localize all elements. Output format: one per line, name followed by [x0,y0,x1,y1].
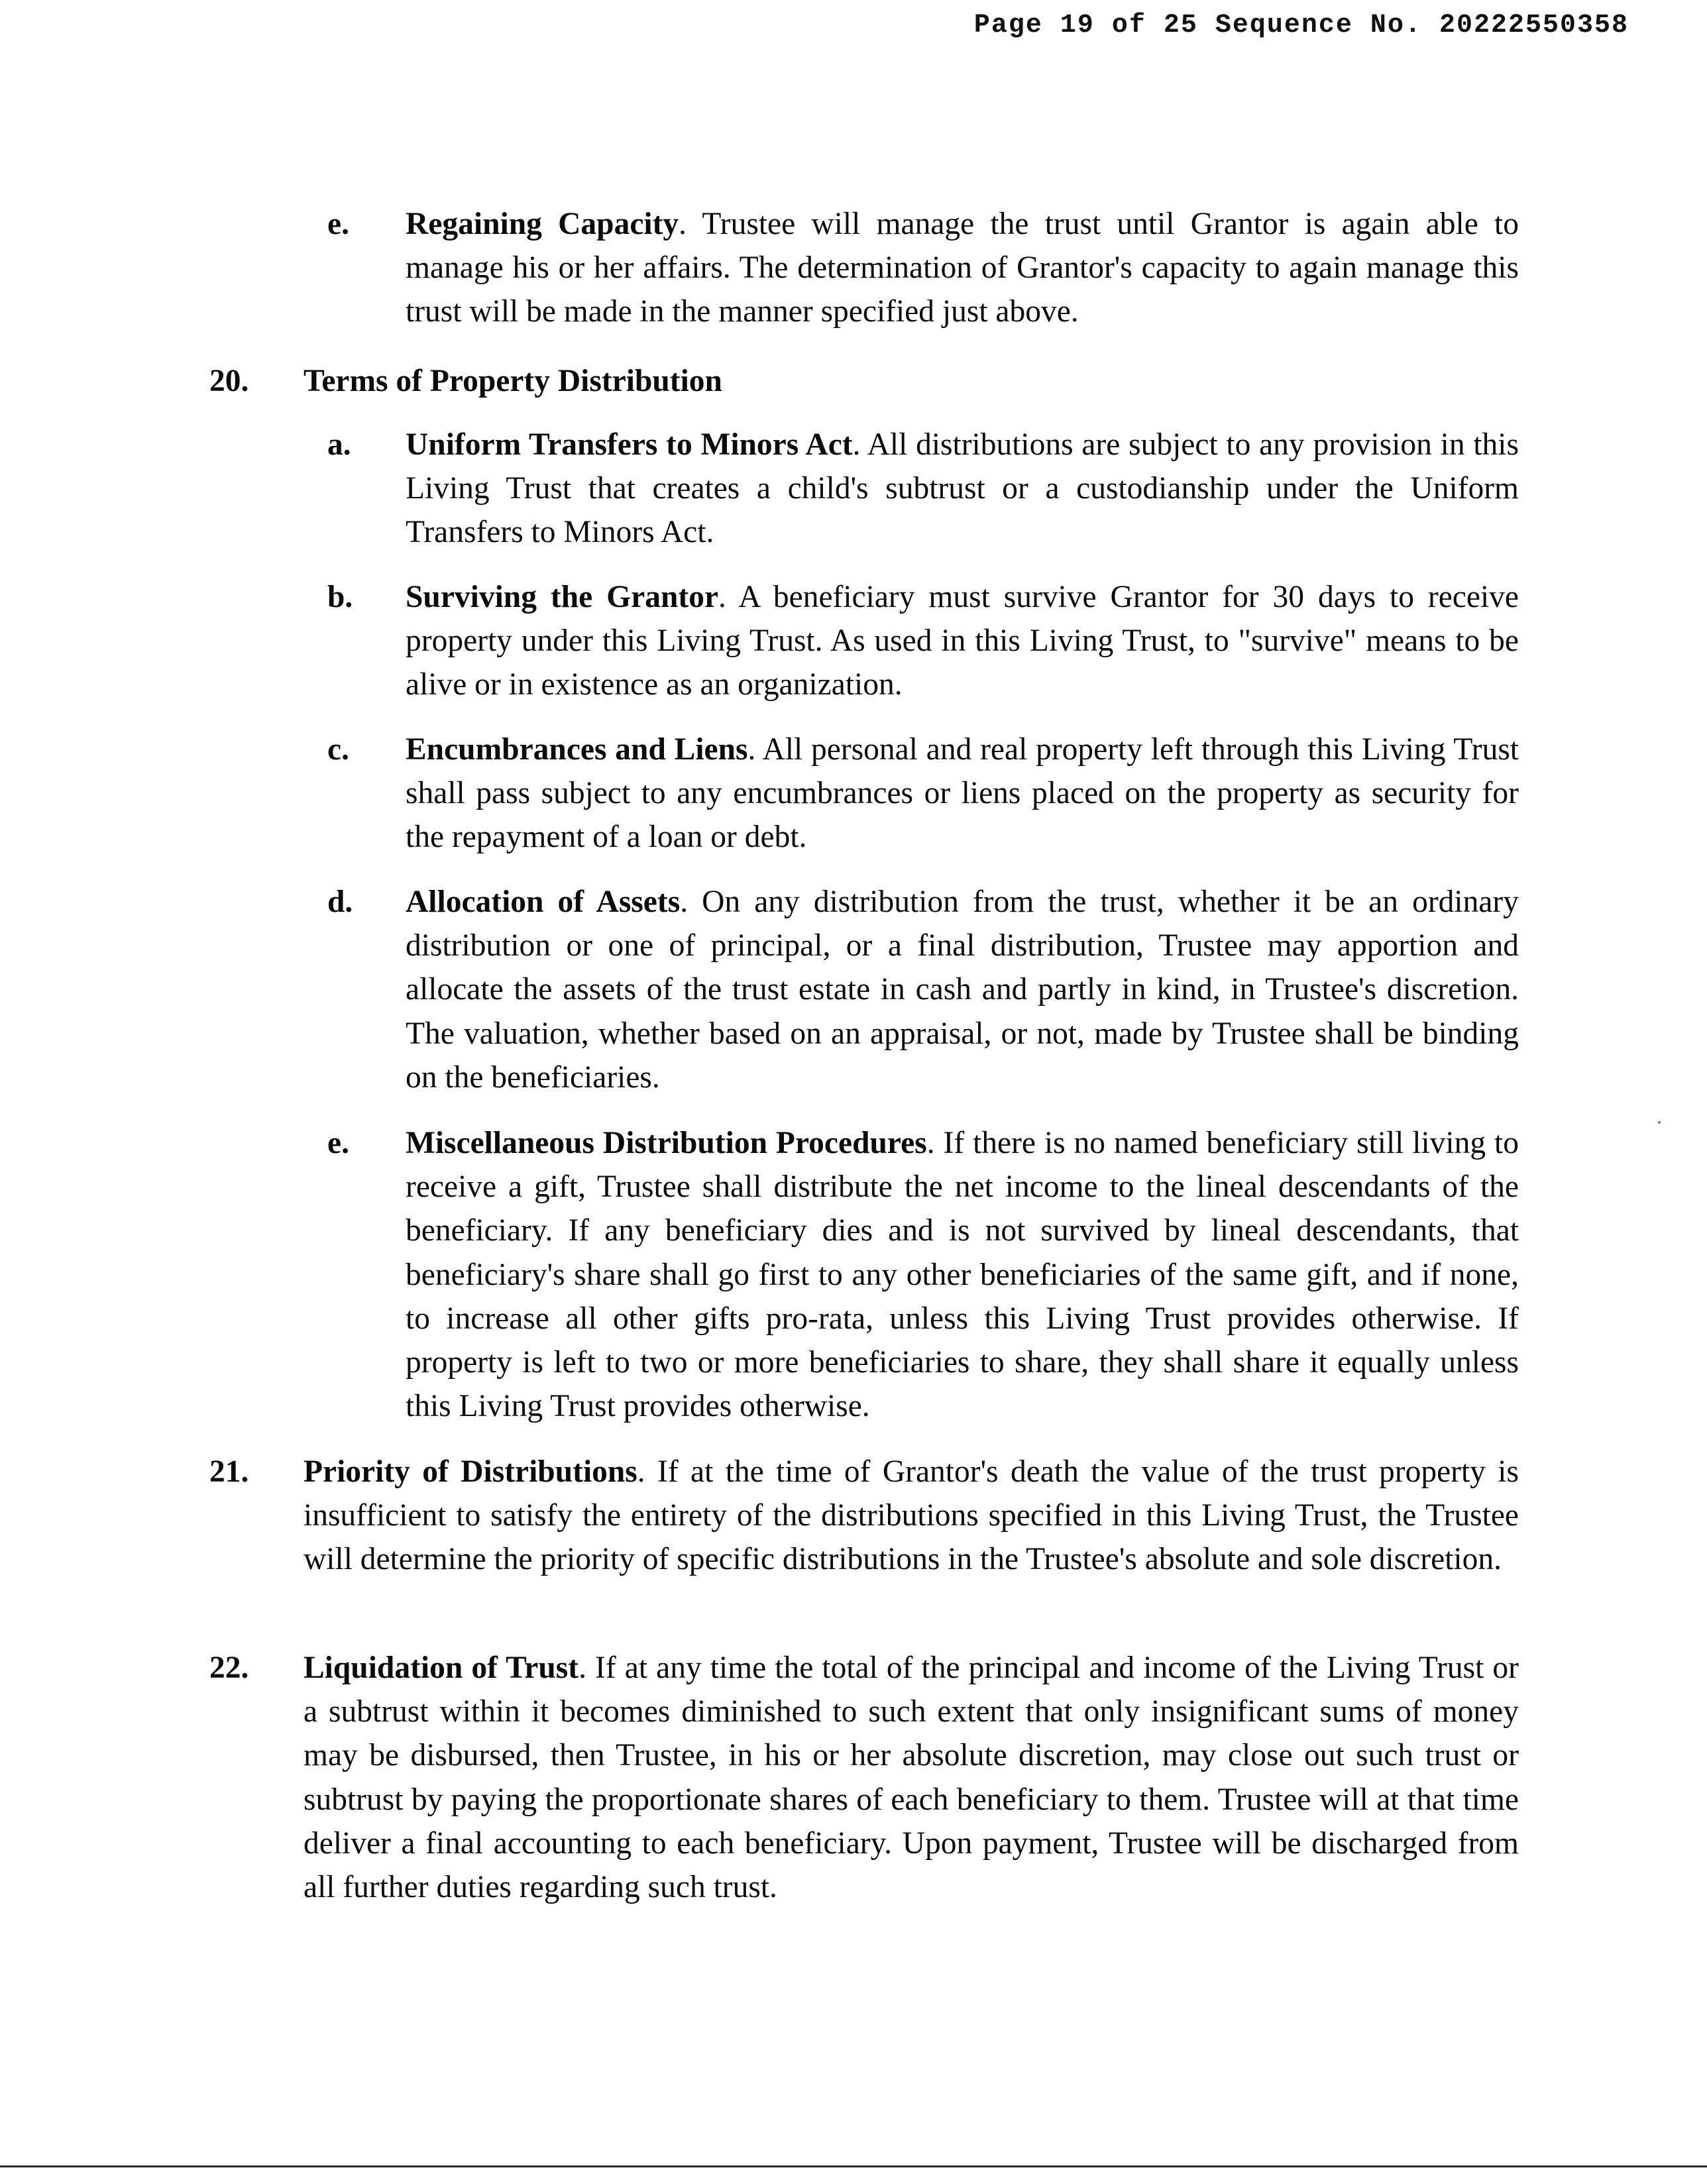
clause-text: . All personal and real property left through this Living Trust shall pass subject to any encumbrances or liens placed on the property as security for the repayment of a loan or debt. [406,732,1519,855]
section-title: Terms of Property Distribution [303,364,722,398]
clause-title: Allocation of Assets [406,885,681,919]
section-21-priority [0,1450,1707,1635]
section-text: . If at the time of Grantor's death the value of the trust property is insufficient to satisfy the entirety of the distributions specified in this Living Trust, the Trustee will determine the priority of specific distributions in the Trustee's absolute and sole discretion. [303,1454,1519,1577]
clause-text: . All distributions are subject to any provision in this Living Trust that creates a child's subtrust or a custodianship under the Uniform Transfers to Minors Act. [406,427,1519,550]
clause-surviving-grantor [0,575,1707,708]
section-title: Priority of Distributions [303,1454,637,1489]
section-text: . If at any time the total of the principal and income of the Living Trust or a subtrust within it becomes diminished to such extent that only insignificant sums of money may be disbursed, then Trustee, in his or her absolute discretion, may close out such trust or subtrust by paying the proportionate shares of each beneficiary to them. Trustee will at that time deliver a final accounting to each beneficiary. Upon payment, Trustee will be discharged from all further duties regarding such trust. [303,1651,1519,1905]
clause-title: Regaining Capacity [406,207,679,241]
section-body [303,1450,1519,1582]
clause-text: . Trustee will manage the trust until Grantor is again able to manage his or her affairs. The determination of Grantor's capacity to again manage this trust will be made in the manner specified just above. [406,207,1519,329]
section-number: 21. [209,1454,249,1489]
section-number: 22. [209,1651,249,1685]
clause-allocation-assets [0,880,1707,1105]
clause-label: e. [327,207,349,241]
clause-text: . A beneficiary must survive Grantor for 30 days to receive property under this Living Trust. As used in this Living Trust, to "survive" means to be alive or in existence as an organization. [406,580,1519,702]
clause-label: d. [327,885,353,919]
section-body [303,1646,1519,1909]
clause-label: a. [327,427,351,462]
section-22-liquidation [0,1646,1707,1924]
page-sequence-stamp: Page 19 of 25 Sequence No. 20222550358 [973,11,1629,40]
clause-title: Miscellaneous Distribution Procedures [406,1126,927,1160]
section-number: 20. [209,364,249,398]
clause-text: . If there is no named beneficiary still living to receive a gift, Trustee shall distribute the net income to the lineal descendants of the beneficiary. If any beneficiary dies and is not survived by lineal descendants, that beneficiary's share shall go first to any other beneficiaries of the same gift, and if none, to increase all other gifts pro-rata, unless this Living Trust provides otherwise. If property is left to two or more beneficiaries to share, they shall share it equally unless this Living Trust provides otherwise. [406,1126,1519,1424]
clause-label: e. [327,1126,349,1160]
clause-body [406,423,1519,555]
clause-title: Encumbrances and Liens [406,732,748,767]
clause-body [406,575,1519,707]
section-title: Liquidation of Trust [303,1651,579,1685]
clause-body [406,202,1519,334]
clause-encumbrances-liens [0,728,1707,860]
clause-label: b. [327,580,353,614]
scan-speck [1658,1121,1661,1124]
clause-title: Uniform Transfers to Minors Act [406,427,853,462]
clause-regaining-capacity [0,202,1707,335]
clause-body [406,880,1519,1099]
clause-misc-distribution [0,1121,1707,1439]
clause-label: c. [327,732,349,767]
clause-body [406,1121,1519,1428]
clause-uniform-transfers [0,423,1707,555]
footer-rule [0,2165,1707,2167]
clause-text: . On any distribution from the trust, whether it be an ordinary distribution or one of principal, or a final distribution, Trustee may apportion and allocate the assets of the trust estate in cash and partly in kind, in Trustee's discretion. The valuation, whether based on an appraisal, or not, made by Trustee shall be binding on the beneficiaries. [406,885,1519,1095]
clause-title: Surviving the Grantor [406,580,719,614]
clause-body [406,728,1519,859]
